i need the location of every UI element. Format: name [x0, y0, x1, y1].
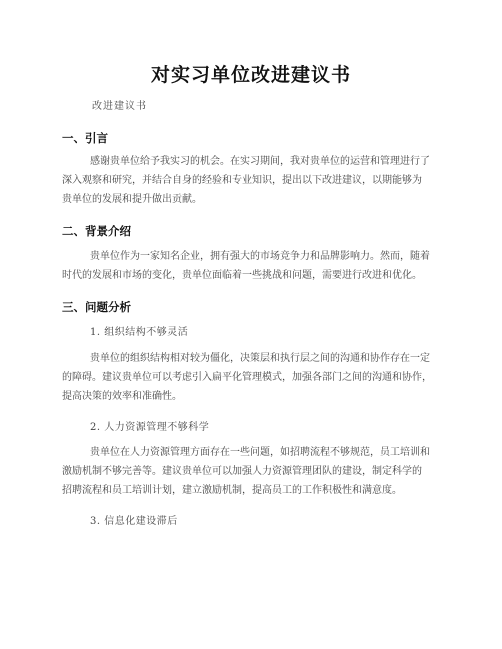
- paragraph-line: 的障碍。建议贵单位可以考虑引入扁平化管理模式，加强各部门之间的沟通和协作，: [62, 372, 432, 383]
- paragraph-line: 招聘流程和员工培训计划，建立激励机制，提高员工的工作积极性和满意度。: [62, 485, 402, 496]
- section-heading-background: 二、背景介绍: [62, 224, 131, 238]
- paragraph-line: 贵单位作为一家知名企业，拥有强大的市场竞争力和品牌影响力。然而，随着: [90, 251, 430, 262]
- problem-item-label: 1. 组织结构不够灵活: [90, 327, 189, 338]
- background-paragraph: [62, 247, 444, 285]
- paragraph-line: 感谢贵单位给予我实习的机会。在实习期间，我对贵单位的运营和管理进行了: [90, 156, 430, 167]
- document-subtitle: 改进建议书: [92, 101, 147, 112]
- introduction-paragraph: [62, 152, 444, 209]
- paragraph-line: 时代的发展和市场的变化，贵单位面临着一些挑战和问题，需要进行改进和优化。: [62, 270, 422, 281]
- paragraph-line: 贵单位的发展和提升做出贡献。: [62, 194, 202, 205]
- section-heading-introduction: 一、引言: [62, 131, 108, 145]
- problem-item-label: 3. 信息化建设滞后: [90, 516, 178, 527]
- paragraph-line: 贵单位的组织结构相对较为僵化，决策层和执行层之间的沟通和协作存在一定: [90, 353, 430, 364]
- problem-item-paragraph: [62, 443, 444, 500]
- problem-item-label: 2. 人力资源管理不够科学: [90, 422, 210, 433]
- problem-item-paragraph: [62, 349, 444, 406]
- document-title: 对实习单位改进建议书: [150, 64, 351, 86]
- paragraph-line: 深入观察和研究，并结合自身的经验和专业知识，提出以下改进建议，以期能够为: [62, 175, 422, 186]
- section-heading-problem-analysis: 三、问题分析: [62, 300, 131, 314]
- paragraph-line: 激励机制不够完善等。建议贵单位可以加强人力资源管理团队的建设，制定科学的: [62, 466, 422, 477]
- paragraph-line: 提高决策的效率和准确性。: [62, 391, 182, 402]
- paragraph-line: 贵单位在人力资源管理方面存在一些问题，如招聘流程不够规范，员工培训和: [90, 447, 430, 458]
